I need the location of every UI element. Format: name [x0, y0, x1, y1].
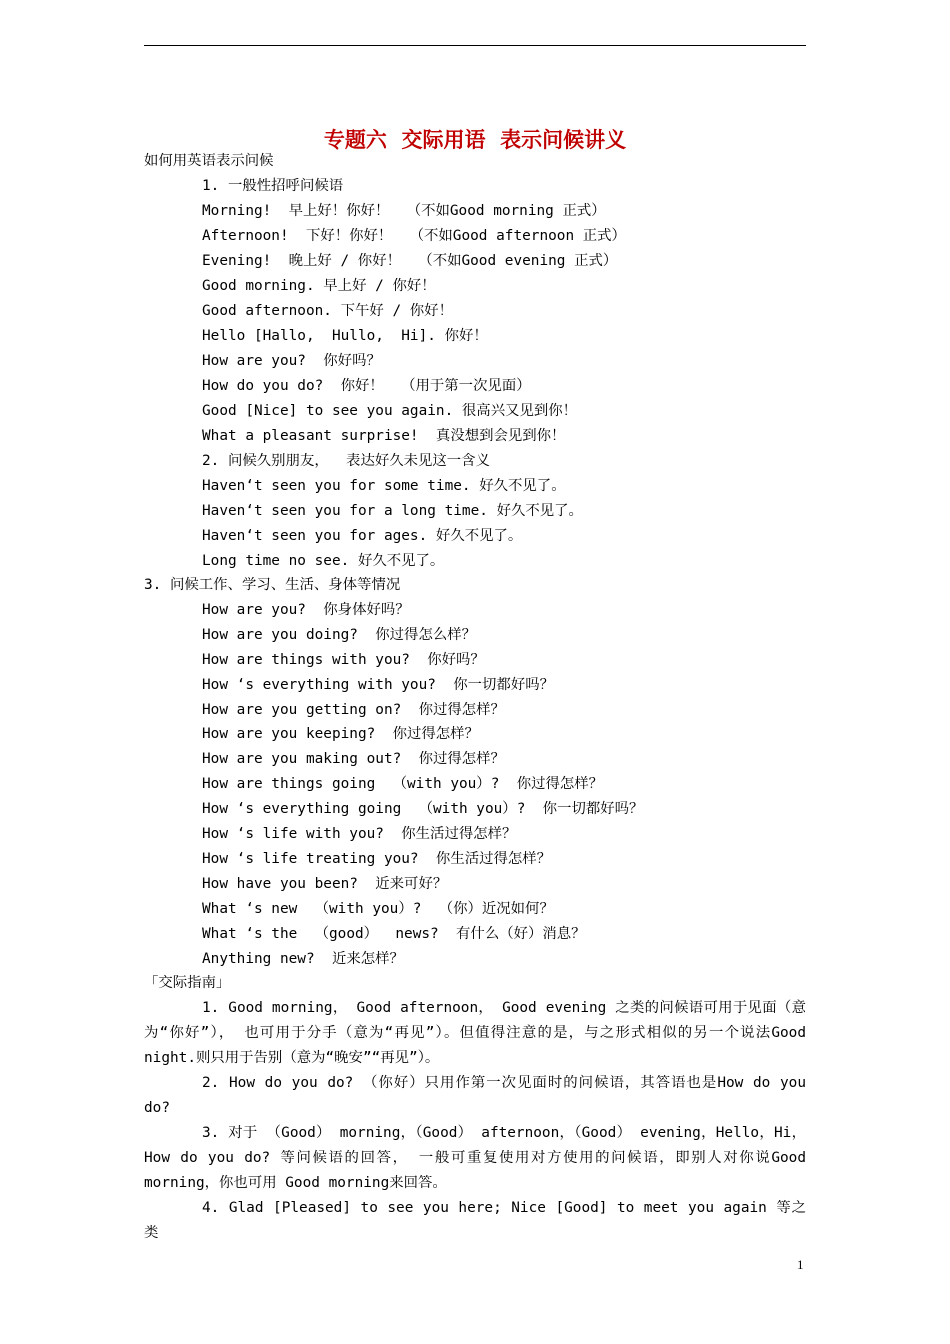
section3-line: How are things going （with you）? 你过得怎样？	[202, 776, 604, 792]
section3-line: Anything new? 近来怎样？	[202, 951, 404, 967]
section3-line: How ‘s life treating you? 你生活过得怎样？	[202, 851, 552, 867]
section3-line: How ‘s everything with you? 你一切都好吗？	[202, 677, 554, 693]
guide-heading: 「交际指南」	[144, 975, 231, 991]
section2-line: Haven‘t seen you for some time. 好久不见了。	[202, 478, 566, 494]
section3-line: How ‘s life with you? 你生活过得怎样？	[202, 826, 517, 842]
section3-line: How are you making out? 你过得怎样？	[202, 751, 505, 767]
section1-line: Hello [Hallo, Hullo, Hi]. 你好！	[202, 328, 488, 344]
section3-line: How are you keeping? 你过得怎样？	[202, 726, 479, 742]
section1-line: Good [Nice] to see you again. 很高兴又见到你！	[202, 403, 578, 419]
section1-line: How are you? 你好吗？	[202, 353, 381, 369]
guide-paragraph: 1. Good morning， Good afternoon， Good evening 之类的问候语可用于见面（意为“你好”）， 也可用于分手（意为“再见”）。但值得注意的是，与之形式相似的另一个说法Good night.则只用于告别（意为“晚安”“再见”）。	[144, 1000, 806, 1066]
section3-line: How are things with you? 你好吗？	[202, 652, 485, 668]
section2-line: Haven‘t seen you for ages. 好久不见了。	[202, 528, 523, 544]
section1-line: What a pleasant surprise! 真没想到会见到你！	[202, 428, 566, 444]
page-number: 1	[797, 1257, 804, 1272]
section3-line: What ‘s the （good） news? 有什么（好）消息？	[202, 926, 586, 942]
section3-heading: 3. 问候工作、学习、生活、身体等情况	[144, 577, 401, 593]
section3-line: How ‘s everything going （with you）? 你一切都好吗？	[202, 801, 644, 817]
section1-line: Good morning. 早上好 / 你好！	[202, 278, 436, 294]
section3-line: How are you getting on? 你过得怎样？	[202, 702, 505, 718]
page-title: 专题六 交际用语 表示问候讲义	[323, 127, 627, 152]
section2-line: Haven‘t seen you for a long time. 好久不见了。	[202, 503, 583, 519]
header-rule	[144, 45, 806, 46]
section2-heading: 2. 问候久别朋友， 表达好久未见这一含义	[202, 453, 490, 469]
section3-line: How have you been? 近来可好？	[202, 876, 448, 892]
guide-paragraph: 2. How do you do? （你好）只用作第一次见面时的问候语，其答语也是How do you do?	[144, 1075, 806, 1116]
section2-line: Long time no see. 好久不见了。	[202, 553, 445, 569]
section1-line: Afternoon! 下好！你好！ （不如Good afternoon 正式）	[202, 228, 626, 244]
section3-line: What ‘s new （with you）? （你）近况如何？	[202, 901, 554, 917]
section3-line: How are you? 你身体好吗？	[202, 602, 410, 618]
section1-line: Good afternoon. 下午好 / 你好！	[202, 303, 453, 319]
section1-line: Evening! 晚上好 / 你好！ （不如Good evening 正式）	[202, 253, 618, 269]
guide-paragraph: 4. Glad [Pleased] to see you here; Nice [Good] to meet you again 等之类	[144, 1200, 806, 1241]
section1-heading: 1. 一般性招呼问候语	[202, 178, 344, 194]
guide-paragraph: 3. 对于 （Good） morning，（Good） afternoon，（Good） evening，Hello，Hi，How do you do? 等问候语的回答， 一般可重复使用对方使用的问候语，即别人对你说Good morning，你也可用 Good morning来回答。	[144, 1125, 806, 1191]
section3-line: How are you doing? 你过得怎么样？	[202, 627, 477, 643]
section1-line: Morning! 早上好！你好！ （不如Good morning 正式）	[202, 203, 606, 219]
section1-line: How do you do? 你好！ （用于第一次见面）	[202, 378, 531, 394]
intro-text: 如何用英语表示问候	[144, 153, 274, 169]
